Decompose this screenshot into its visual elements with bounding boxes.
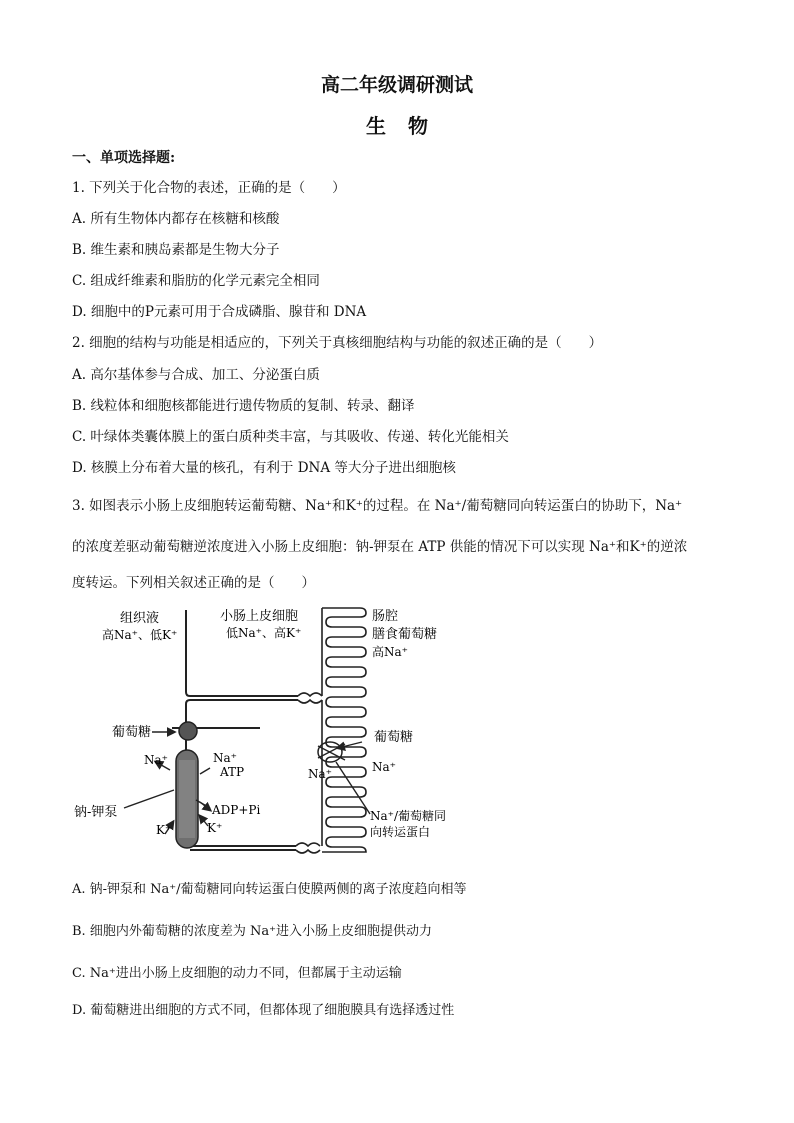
question-3-stem-line-3: 度转运。下列相关叙述正确的是（ ） bbox=[72, 575, 315, 591]
label-na-pump-top: Na⁺ bbox=[213, 751, 237, 765]
question-2-option-a: A. 高尔基体参与合成、加工、分泌蛋白质 bbox=[72, 367, 320, 383]
section-title: 一、单项选择题: bbox=[72, 150, 176, 166]
label-glucose-right: 葡萄糖 bbox=[374, 730, 414, 745]
question-2-option-b: B. 线粒体和细胞核都能进行遗传物质的复制、转录、翻译 bbox=[72, 398, 415, 414]
question-3-option-d: D. 葡萄糖进出细胞的方式不同，但都体现了细胞膜具有选择透过性 bbox=[72, 1003, 455, 1018]
subject-title: 生物 bbox=[366, 114, 450, 138]
question-1-option-c: C. 组成纤维素和脂肪的化学元素完全相同 bbox=[72, 273, 320, 289]
label-cell-conc: 低Na⁺、高K⁺ bbox=[226, 626, 302, 640]
label-cotransporter-line-2: 向转运蛋白 bbox=[370, 825, 431, 839]
question-2-option-c: C. 叶绿体类囊体膜上的蛋白质种类丰富，与其吸收、传递、转化光能相关 bbox=[72, 429, 509, 445]
question-3-option-c: C. Na⁺进出小肠上皮细胞的动力不同，但都属于主动运输 bbox=[72, 966, 402, 981]
label-k-right: K⁺ bbox=[207, 821, 223, 835]
label-tissue-fluid: 组织液 bbox=[120, 611, 160, 626]
label-cotransporter-line-1: Na⁺/葡萄糖同 bbox=[370, 809, 447, 823]
question-1-stem: 1. 下列关于化合物的表述，正确的是（ ） bbox=[72, 180, 346, 196]
question-3-stem-line-2: 的浓度差驱动葡萄糖逆浓度进入小肠上皮细胞：钠-钾泵在 ATP 供能的情况下可以实现 Na⁺和K⁺的逆浓 bbox=[72, 539, 688, 555]
question-3-option-a: A. 钠-钾泵和 Na⁺/葡萄糖同向转运蛋白使膜两侧的离子浓度趋向相等 bbox=[72, 882, 467, 897]
label-cell: 小肠上皮细胞 bbox=[220, 609, 299, 624]
question-3-stem-line-1: 3. 如图表示小肠上皮细胞转运葡萄糖、Na⁺和K⁺的过程。在 Na⁺/葡萄糖同向转运蛋白的协助下，Na⁺ bbox=[72, 498, 683, 514]
label-glucose-left: 葡萄糖 bbox=[112, 725, 152, 740]
label-na-left: Na⁺ bbox=[144, 753, 168, 767]
label-lumen-conc: 高Na⁺ bbox=[372, 645, 408, 659]
tight-junction-bottom bbox=[296, 843, 320, 853]
label-na-right-out: Na⁺ bbox=[308, 767, 332, 781]
glucose-carrier bbox=[179, 722, 197, 740]
tight-junction-top bbox=[298, 693, 322, 703]
question-1-option-d: D. 细胞中的P元素可用于合成磷脂、腺苷和 DNA bbox=[72, 304, 367, 320]
exam-title: 高二年级调研测试 bbox=[320, 74, 473, 96]
label-na-right-in: Na⁺ bbox=[372, 760, 396, 774]
label-adp: ADP+Pi bbox=[212, 803, 261, 817]
label-lumen: 肠腔 bbox=[372, 609, 399, 624]
label-atp: ATP bbox=[220, 765, 245, 779]
label-tissue-fluid-conc: 高Na⁺、低K⁺ bbox=[102, 628, 178, 642]
question-2-option-d: D. 核膜上分布着大量的核孔，有利于 DNA 等大分子进出细胞核 bbox=[72, 460, 456, 476]
label-lumen-glucose: 膳食葡萄糖 bbox=[372, 627, 438, 642]
microvilli bbox=[322, 608, 366, 852]
question-3-option-b: B. 细胞内外葡萄糖的浓度差为 Na⁺进入小肠上皮细胞提供动力 bbox=[72, 924, 432, 939]
label-na-k-pump: 钠-钾泵 bbox=[74, 805, 118, 820]
na-k-pump-texture bbox=[179, 760, 195, 838]
question-1-option-b: B. 维生素和胰岛素都是生物大分子 bbox=[72, 242, 280, 258]
question-2-stem: 2. 细胞的结构与功能是相适应的，下列关于真核细胞结构与功能的叙述正确的是（ ） bbox=[72, 335, 603, 351]
question-1-option-a: A. 所有生物体内都存在核糖和核酸 bbox=[72, 211, 280, 227]
cell-transport-diagram bbox=[60, 600, 460, 860]
label-k-left: K⁺ bbox=[156, 823, 172, 837]
